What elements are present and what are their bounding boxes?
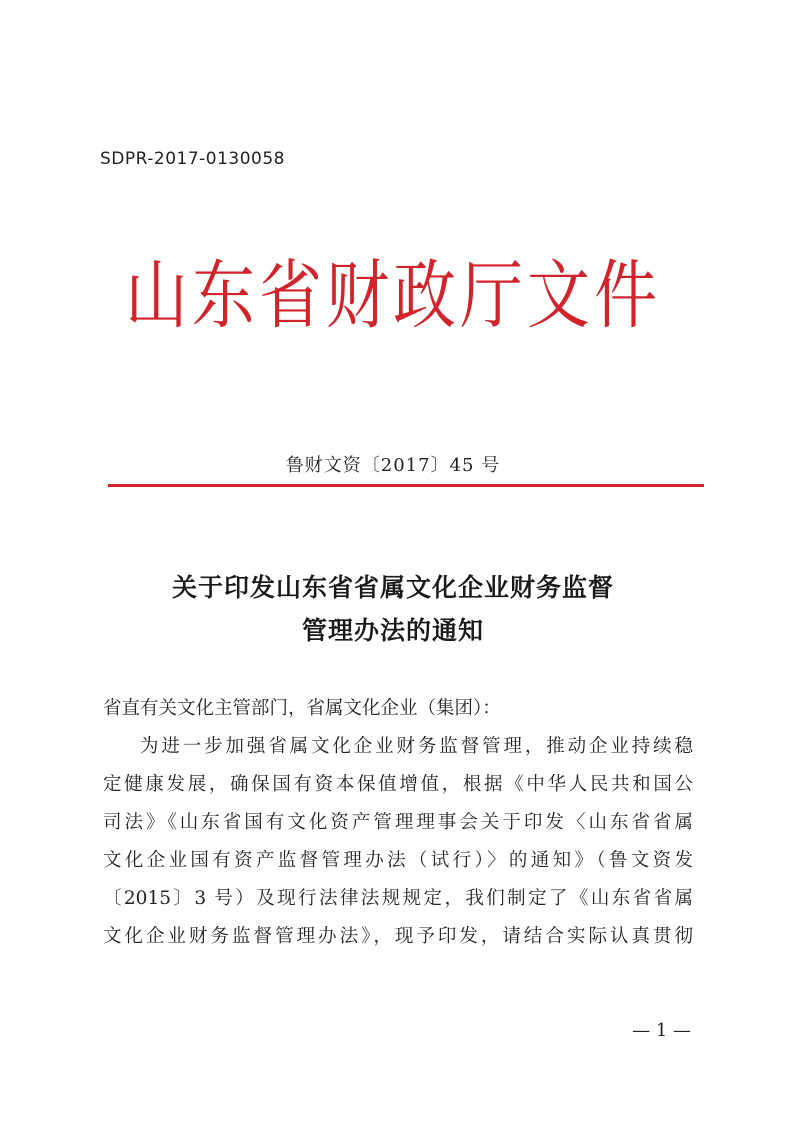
body-line: 为进一步加强省属文化企业财务监督管理，推动企业持续稳 [140, 736, 693, 757]
body-line: 文化企业国有资产监督管理办法（试行）〉的通知》（鲁文资发 [103, 850, 693, 871]
notice-title-line-2: 管理办法的通知 [301, 616, 484, 645]
body-line: 司法》《山东省国有文化资产管理理事会关于印发〈山东省省属 [103, 812, 693, 833]
body-line: 文化企业财务监督管理办法》，现予印发，请结合实际认真贯彻 [103, 926, 693, 947]
body-text [103, 690, 693, 956]
document-code: SDPR-2017-0130058 [100, 149, 285, 169]
addressee-line: 省直有关文化主管部门，省属文化企业（集团）： [103, 698, 501, 719]
page-number: — 1 — [632, 1020, 691, 1041]
red-divider-line [108, 484, 704, 487]
masthead-title: 山东省财政厅文件 [125, 252, 661, 339]
notice-title [0, 566, 786, 652]
document-number: 鲁财文资〔2017〕45 号 [285, 455, 501, 476]
body-line: 定健康发展，确保国有资本保值增值，根据《中华人民共和国公 [103, 774, 693, 795]
body-line: 〔2015〕3 号）及现行法律法规规定，我们制定了《山东省省属 [103, 888, 693, 909]
notice-title-line-1: 关于印发山东省省属文化企业财务监督 [171, 573, 614, 602]
